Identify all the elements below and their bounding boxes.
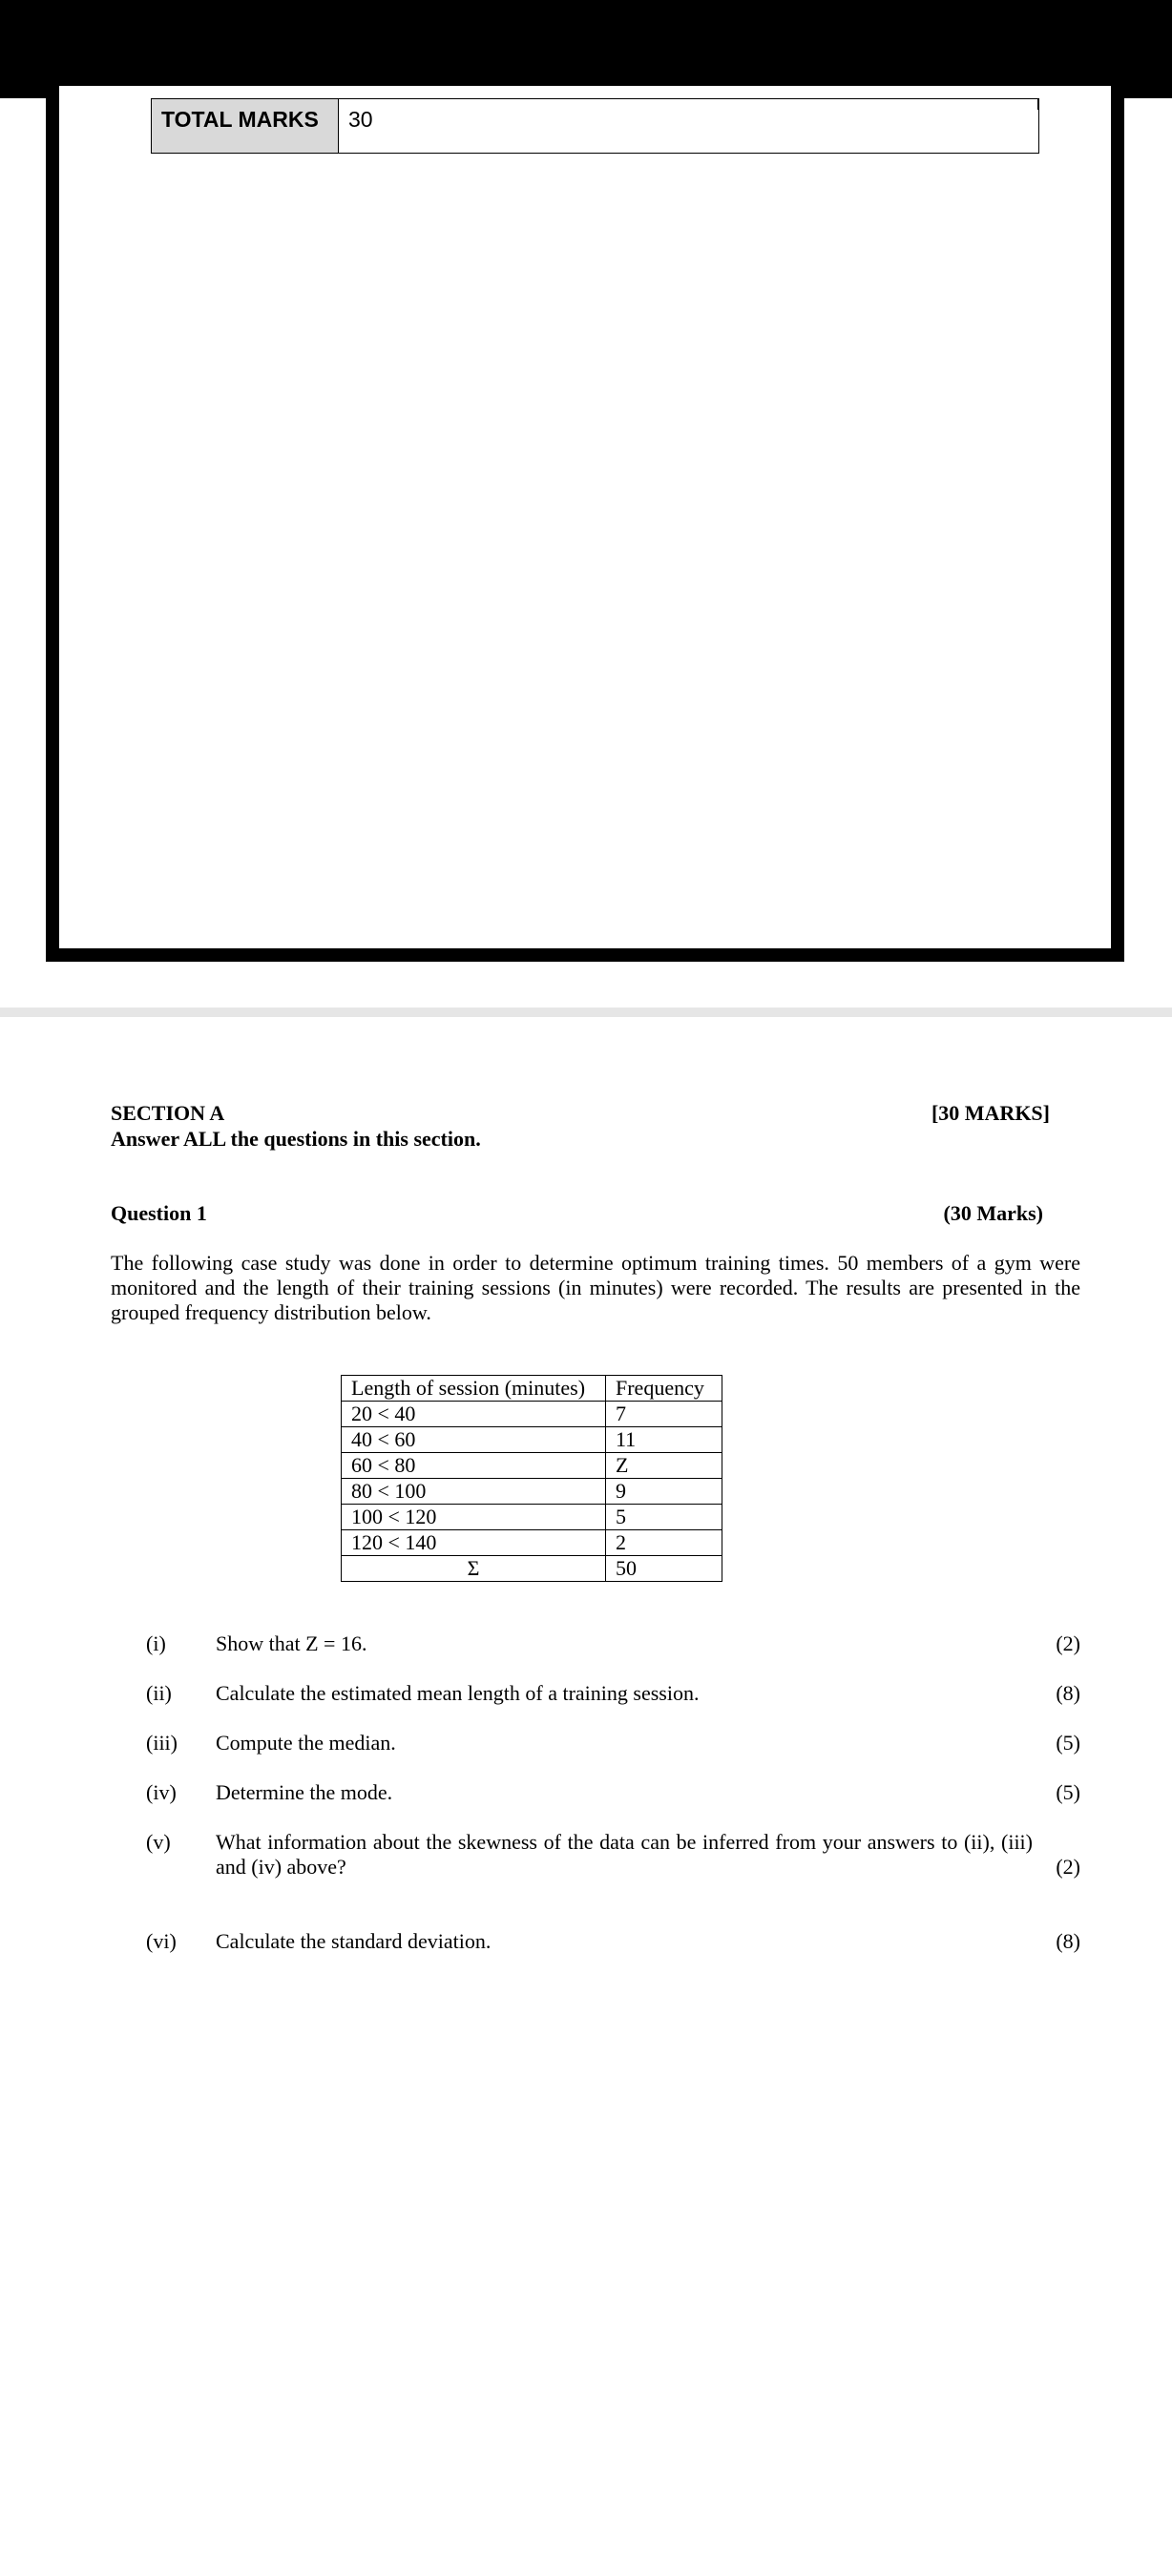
part-marks: (2) [1056,1631,1080,1655]
sum-symbol: Σ [342,1556,606,1582]
part-number: (ii) [146,1681,172,1705]
part-number: (iv) [146,1780,177,1804]
column-header-frequency: Frequency [606,1376,722,1402]
cover-page-frame [46,86,1124,962]
frequency-value: Z [606,1453,722,1479]
total-marks-table [151,98,1039,154]
frequency-table [341,1375,722,1582]
class-interval: 120 < 140 [342,1530,606,1556]
question-part [146,1631,1080,1656]
class-interval: 80 < 100 [342,1479,606,1505]
table-row [342,1402,722,1427]
frequency-value: 11 [606,1427,722,1453]
part-marks: (8) [1056,1929,1080,1953]
part-marks: (5) [1056,1780,1080,1804]
part-number: (iii) [146,1731,178,1755]
part-marks: (5) [1056,1731,1080,1755]
section-marks: [30 MARKS] [931,1101,1050,1125]
part-text: Calculate the estimated mean length of a training session. [216,1681,700,1705]
class-interval: 100 < 120 [342,1505,606,1530]
part-text: Compute the median. [216,1731,396,1755]
table-row [342,1530,722,1556]
part-text: What information about the skewness of the data can be inferred from your answers to (ii), (iii) and (iv) above? [216,1830,1033,1879]
total-frequency: 50 [606,1556,722,1582]
part-marks: (2) [1056,1855,1080,1879]
part-number: (v) [146,1830,171,1854]
table-header-row [342,1376,722,1402]
top-black-bar [0,0,1172,98]
question-intro: The following case study was done in order to determine optimum training times. 50 members of a gym were monitored and the length of their training sessions (in minutes) were recorded. The results are presented in the grouped frequency distribution below. [111,1251,1080,1324]
section-title: SECTION A [111,1101,225,1125]
class-interval: 60 < 80 [342,1453,606,1479]
table-row [342,1479,722,1505]
frequency-value: 9 [606,1479,722,1505]
question-part [146,1780,1080,1805]
total-marks-row [152,99,1039,154]
table-total-row [342,1556,722,1582]
table-row [342,1427,722,1453]
part-text: Calculate the standard deviation. [216,1929,492,1953]
question-part [146,1929,1080,1954]
table-row [342,1453,722,1479]
class-interval: 20 < 40 [342,1402,606,1427]
question-parts [146,1631,1080,1954]
part-text: Show that Z = 16. [216,1631,367,1655]
question-part [146,1681,1080,1706]
page-separator [0,1008,1172,1017]
total-marks-value: 30 [339,99,1039,154]
total-marks-label: TOTAL MARKS [152,99,339,154]
section-instruction: Answer ALL the questions in this section. [111,1127,481,1151]
question-title: Question 1 [111,1201,207,1225]
part-number: (vi) [146,1929,177,1953]
column-header-length: Length of session (minutes) [342,1376,606,1402]
table-row [342,1505,722,1530]
part-marks: (8) [1056,1681,1080,1705]
frequency-value: 2 [606,1530,722,1556]
question-marks: (30 Marks) [943,1201,1043,1225]
frequency-value: 5 [606,1505,722,1530]
part-text: Determine the mode. [216,1780,393,1804]
frequency-value: 7 [606,1402,722,1427]
question-part [146,1830,1080,1880]
class-interval: 40 < 60 [342,1427,606,1453]
question-part [146,1731,1080,1755]
part-number: (i) [146,1631,166,1655]
